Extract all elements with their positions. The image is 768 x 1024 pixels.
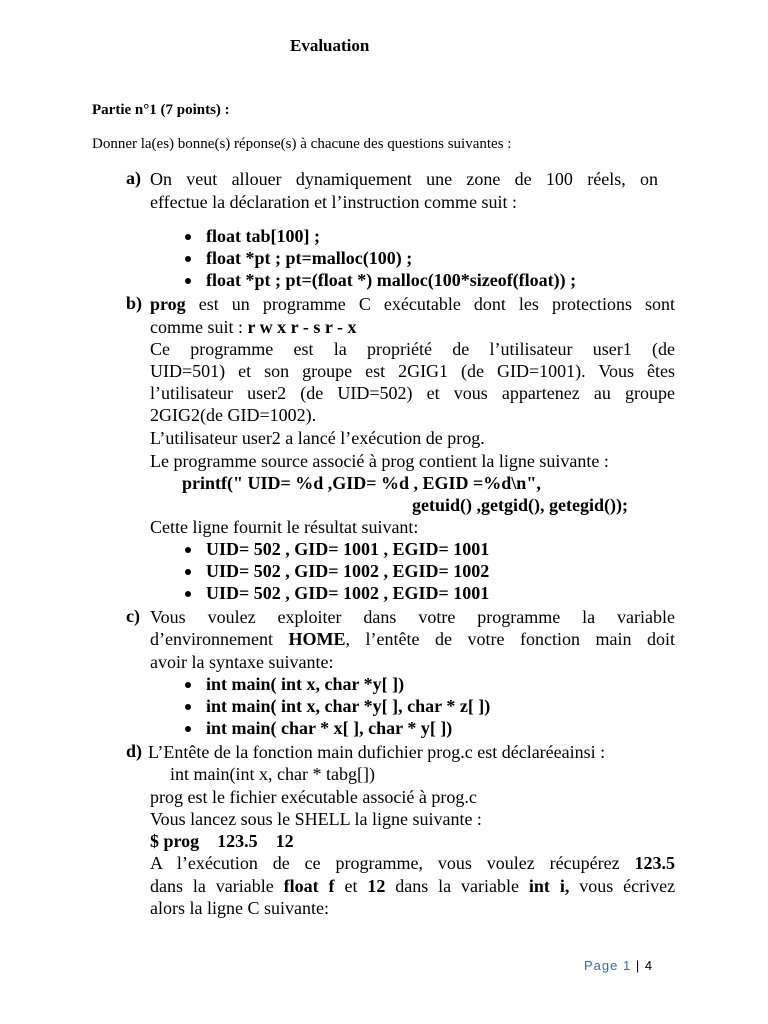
value-12: 12 [367,876,386,896]
question-a-label: a) [126,168,141,188]
question-c-label: c) [126,606,140,626]
question-d-line1: L’Entête de la fonction main dufichier prog.c est déclaréeainsi : [148,742,606,762]
section-heading: Partie n°1 (7 points) : [92,102,230,118]
int-i: int i, [528,876,570,896]
page-footer [584,958,653,973]
question-d-line4: Vous lancez sous le SHELL la ligne suivante : [150,809,482,829]
question-d-line8: alors la ligne C suivante: [150,898,329,918]
question-c-line2-post: , l’entête de votre fonction main doit [345,629,675,649]
question-c-line3: avoir la syntaxe suivante: [150,652,334,672]
question-d-label: d) [126,741,143,761]
question-b-line5: l’utilisateur user2 (de UID=502) et vous appartenez au groupe [150,383,675,403]
question-b-line2 [150,316,356,338]
question-c-line1: Vous voulez exploiter dans votre programme la variable [150,607,675,627]
question-d-line6 [150,852,675,874]
page-word: Page [584,958,619,973]
permissions-string: r w x r - s r - x [247,317,357,337]
option-a2: float *pt ; pt=malloc(100) ; [206,248,413,268]
question-c-line2-pre: d’environnement [150,629,273,649]
question-b-line9: Cette ligne fournit le résultat suivant: [150,517,419,537]
page-total: 4 [644,958,654,973]
value-123-5: 123.5 [634,853,676,873]
option-b2: UID= 502 , GID= 1002 , EGID= 1002 [206,561,490,581]
page-number: 1 [623,958,632,973]
question-b-line3: Ce programme est la propriété de l’utilisateur user1 (de [150,339,675,359]
code-line-2: getuid() ,getgid(), getegid()); [412,495,628,515]
question-d-line3: prog est le fichier exécutable associé à prog.c [150,787,477,807]
question-d-line2: int main(int x, char * tabg[]) [170,764,375,784]
float-f: float f [283,876,335,896]
question-b-label: b) [126,293,143,313]
question-d-line7 [150,875,675,897]
question-a-line1: On veut allouer dynamiquement une zone de 100 réels, on [150,169,658,189]
question-d-line7-post: vous écrivez [579,876,676,896]
home-variable: HOME [288,629,346,649]
option-a1: float tab[100] ; [206,226,320,246]
option-b3: UID= 502 , GID= 1002 , EGID= 1001 [206,583,490,603]
question-b-line7: L’utilisateur user2 a lancé l’exécution de prog. [150,428,485,448]
prog-keyword: prog [150,294,186,314]
question-d-line7-mid: et [344,876,358,896]
option-c1: int main( int x, char *y[ ]) [206,674,405,694]
option-c3: int main( char * x[ ], char * y[ ]) [206,718,453,738]
question-b-line2-text: comme suit : [150,317,243,337]
question-b-line1 [150,293,675,315]
question-b-line1-rest: est un programme C exécutable dont les protections sont [198,294,675,314]
question-b-line4: UID=501) et son groupe est 2GIG1 (de GID=1001). Vous êtes [150,361,675,381]
question-d-line7-pre: dans la variable [150,876,274,896]
question-b-line8: Le programme source associé à prog contient la ligne suivante : [150,451,609,471]
option-c2: int main( int x, char *y[ ], char * z[ ]) [206,696,491,716]
question-c-line2 [150,628,675,650]
question-a-line2: effectue la déclaration et l’instruction comme suit : [150,192,518,212]
question-d-line7-mid2: dans la variable [395,876,520,896]
question-d-line6-pre: A l’exécution de ce programme, vous voulez récupérez [150,853,620,873]
option-b1: UID= 502 , GID= 1001 , EGID= 1001 [206,539,490,559]
page-separator: | [635,958,641,973]
instruction-text: Donner la(es) bonne(s) réponse(s) à chacune des questions suivantes : [92,136,512,152]
question-b-line6: 2GIG2(de GID=1002). [150,405,317,425]
code-line-1: printf(" UID= %d ,GID= %d , EGID =%d\n", [182,473,541,493]
option-a3: float *pt ; pt=(float *) malloc(100*sizeof(float)) ; [206,270,577,290]
page-title: Evaluation [290,36,370,55]
shell-command: $ prog 123.5 12 [150,831,294,851]
